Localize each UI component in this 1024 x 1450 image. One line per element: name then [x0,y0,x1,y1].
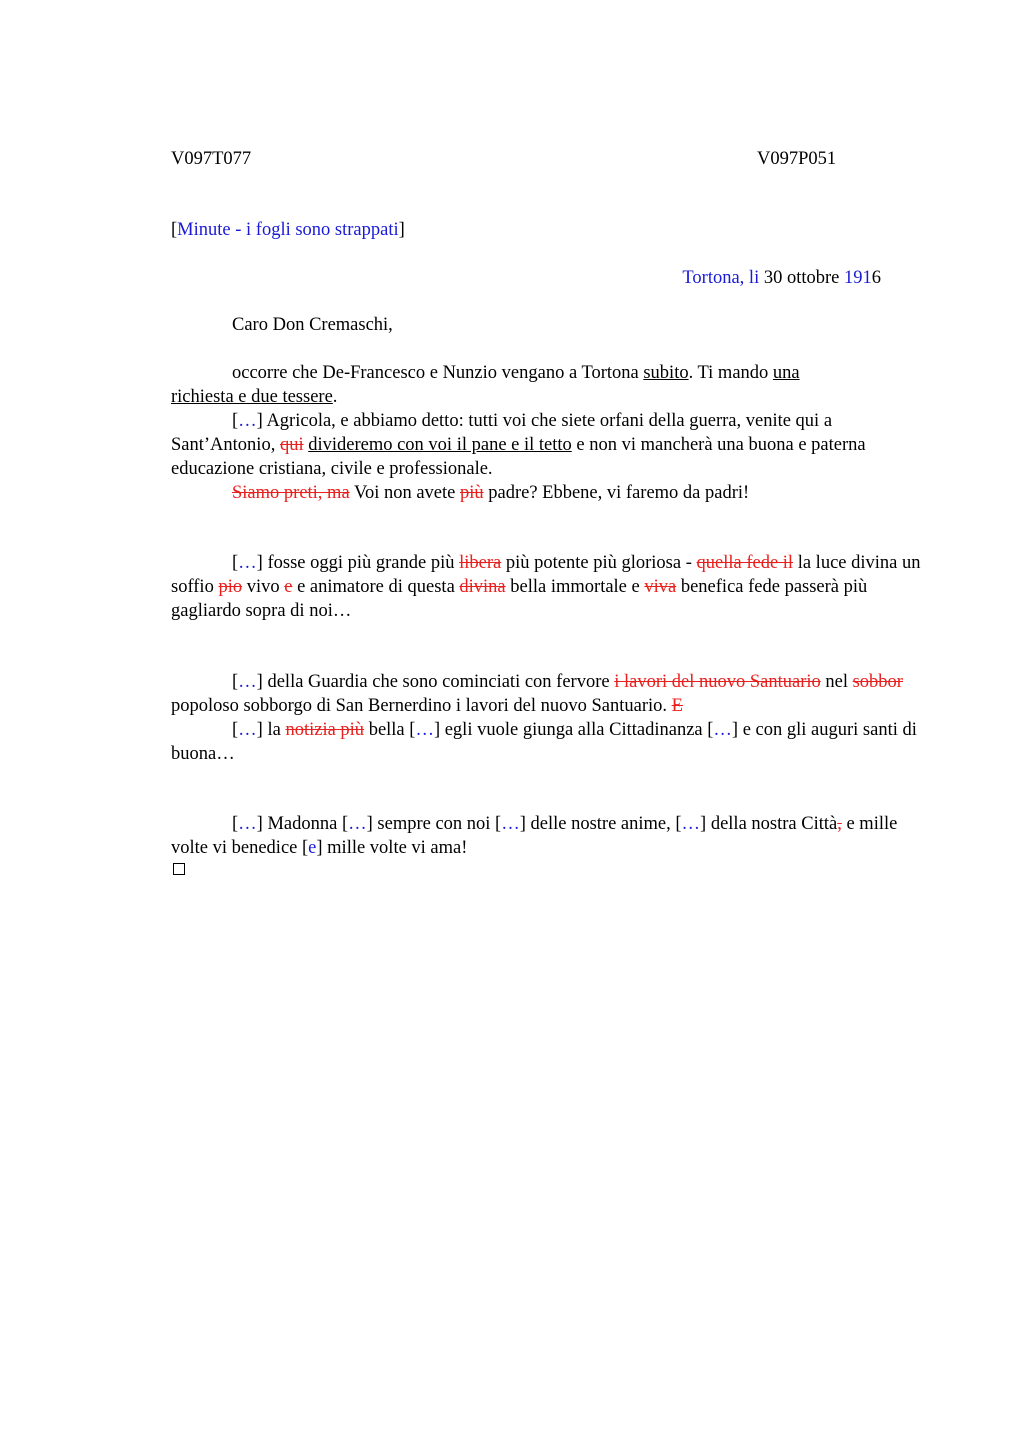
page-code-right: V097P051 [757,149,837,169]
paragraph-5: […] della Guardia che sono cominciati con fervore i lavori del nuovo Santuario nel sobbor popoloso sobborgo di San Bernerdino i lavori del nuovo Santuario. E [171,672,903,716]
paragraph-6: […] la notizia più bella […] egli vuole giunga alla Cittadinanza […] e con gli auguri santi di buona… [171,720,917,764]
document-code-left: V097T077 [171,149,252,169]
deleted-text: divina [459,577,506,597]
deleted-text: pio [218,577,243,597]
deleted-text: , [837,814,842,834]
paragraph-2: […] Agricola, e abbiamo detto: tutti voi che siete orfani della guerra, venite qui a Sant’Antonio, qui divideremo con voi il pane e il tetto e non vi mancherà una buona e paterna educazione cristiana, civile e professionale. [171,411,866,479]
deleted-text: più [459,483,484,503]
greeting: Caro Don Cremaschi, [232,315,393,335]
date-line: Tortona, li 30 ottobre 1916 [682,268,881,288]
paragraph-7: […] Madonna […] sempre con noi […] delle nostre anime, […] della nostra Città, e mille volte vi benedice [e] mille volte vi ama! [171,814,898,858]
deleted-text: sobbor [852,672,903,692]
deleted-text: qui [279,435,304,455]
deleted-text: libera [459,553,502,573]
letter-body-first [171,361,931,505]
editorial-note: [Minute - i fogli sono strappati] [171,220,405,240]
paragraph-3: Siamo preti, ma Voi non avete più padre? Ebbene, vi faremo da padri! [232,483,750,503]
deleted-text: i lavori del nuovo Santuario [614,672,821,692]
editorial-note-text: Minute - i fogli sono strappati [177,220,399,240]
deleted-text: e [284,577,293,597]
fragment-1 [171,551,931,623]
fragment-3 [171,812,931,860]
paragraph-1: occorre che De-Francesco e Nunzio vengano a Tortona subito. Ti mando una richiesta e due tessere. [171,363,800,407]
deleted-text: viva [644,577,677,597]
deleted-text: notizia più [285,720,365,740]
inserted-text: e [308,838,317,858]
end-of-document-box [173,863,185,875]
deleted-text: quella fede il [696,553,794,573]
deleted-text: E [671,696,683,716]
paragraph-4: […] fosse oggi più grande più libera più potente più gloriosa - quella fede il la luce divina un soffio pio vivo e e animatore di questa divina bella immortale e viva benefica fede passerà più gagliardo sopra di noi… [171,553,921,621]
fragment-2 [171,670,931,766]
deleted-text: Siamo preti, ma [232,483,350,503]
